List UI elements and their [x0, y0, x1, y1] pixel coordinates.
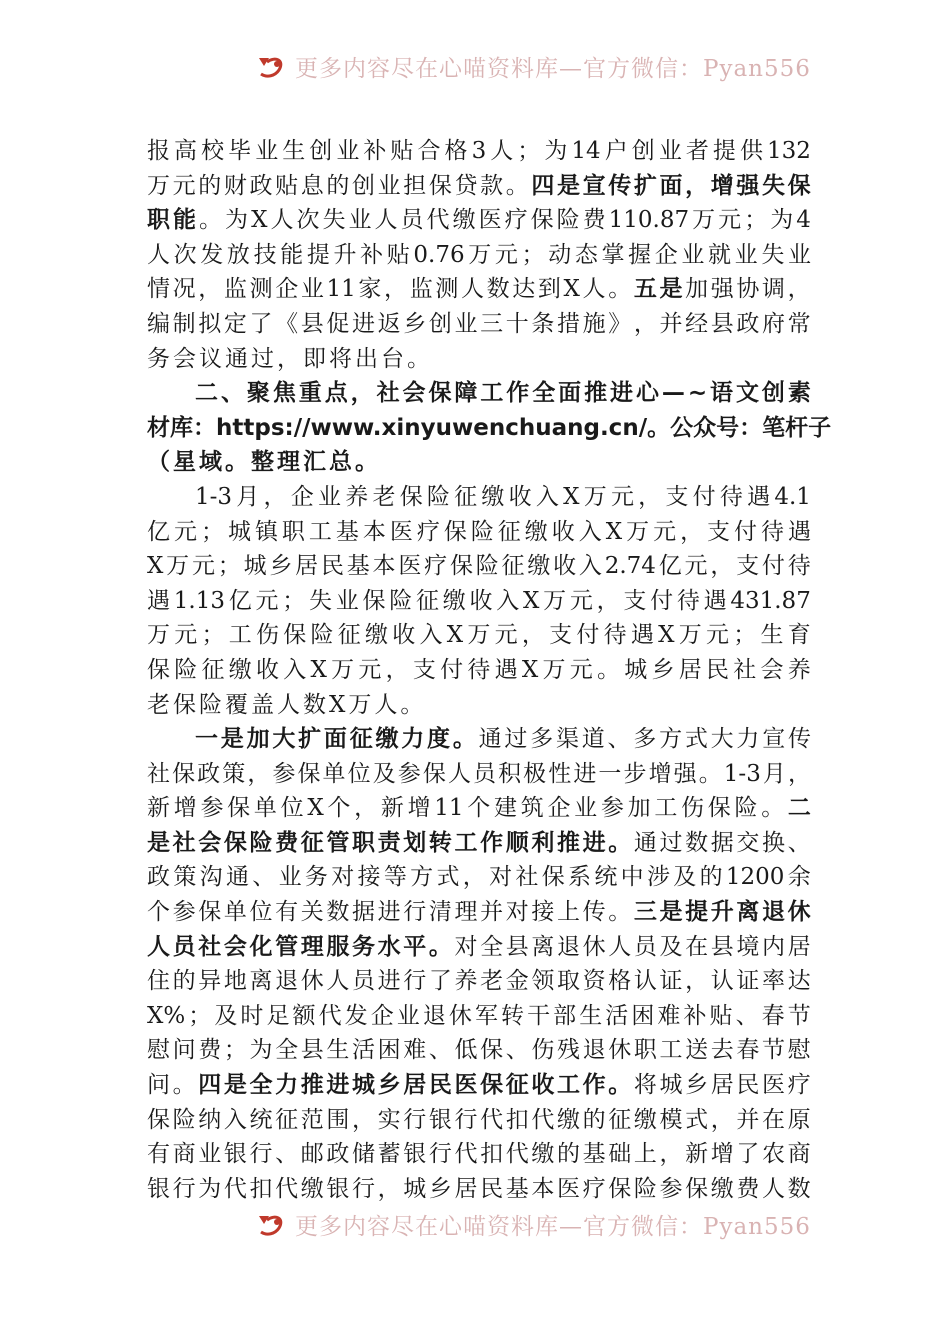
text-line: 老 保 险 覆 盖 人 数 X 万 人 。 — [147, 691, 427, 718]
text-line: 政 策 沟 通 、 业 务 对 接 等 方 式 ， 对 社 保 系 统 中 涉 及 的 1200 余 — [147, 864, 811, 891]
text-line: 二 、 聚 焦 重 点 ， 社 会 保 障 工 作 全 面 推 进 心 — ~ 语 文 创 素 — [195, 380, 811, 407]
text-line: 保 险 纳 入 统 征 范 围 ， 实 行 银 行 代 扣 代 缴 的 征 缴 模 式 ， 并 在 原 — [147, 1106, 811, 1133]
text-line: （ 星 域 。 整 理 汇 总 。 — [147, 449, 381, 476]
text-line: 编 制 拟 定 了 《 县 促 进 返 乡 创 业 三 十 条 措 施 》 ， 并 经 县 政 府 常 — [147, 310, 811, 337]
watermark-header — [0, 48, 950, 88]
watermark-text: 更多内容尽在心喵资料库—官方微信：Pyan556 — [295, 56, 811, 82]
text-line: 材 库 ： https://www.xinyuwenchuang.cn/ 。 公 众 号 ： 笔 杆 子 — [147, 414, 832, 441]
watermark-logo-icon — [255, 52, 289, 82]
text-line: 遇 1.13 亿 元 ； 失 业 保 险 征 缴 收 入 X 万 元 ， 支 付 待 遇 431.87 — [147, 587, 811, 614]
text-line: 报 高 校 毕 业 生 创 业 补 贴 合 格 3 人 ； 为 14 户 创 业 者 提 供 132 — [147, 138, 811, 164]
text-line: X 万 元 ； 城 乡 居 民 基 本 医 疗 保 险 征 缴 收 入 2.74 亿 元 ， 支 付 待 — [147, 553, 811, 580]
text-line: 1-3 月 ， 企 业 养 老 保 险 征 缴 收 入 X 万 元 ， 支 付 待 遇 4.1 — [195, 483, 811, 510]
text-line: 人 次 发 放 技 能 提 升 补 贴 0.76 万 元 ； 动 态 掌 握 企 业 就 业 失 业 — [147, 241, 811, 268]
text-line: 银 行 为 代 扣 代 缴 银 行 ， 城 乡 居 民 基 本 医 疗 保 险 参 保 缴 费 人 数 — [147, 1175, 811, 1202]
text-line: 有 商 业 银 行 、 邮 政 储 蓄 银 行 代 扣 代 缴 的 基 础 上 ， 新 增 了 农 商 — [147, 1141, 811, 1168]
text-line: 新 增 参 保 单 位 X 个 ， 新 增 11 个 建 筑 企 业 参 加 工 伤 保 险 。 二 — [147, 794, 811, 822]
text-line: 亿 元 ； 城 镇 职 工 基 本 医 疗 保 险 征 缴 收 入 X 万 元 ， 支 付 待 遇 — [147, 518, 811, 545]
text-line: 是 社 会 保 险 费 征 管 职 责 划 转 工 作 顺 利 推 进 。 通 过 数 据 交 换 、 — [147, 828, 811, 856]
watermark-footer — [0, 1206, 950, 1246]
document-body — [147, 134, 832, 1206]
text-line: X% ； 及 时 足 额 代 发 企 业 退 休 军 转 干 部 生 活 困 难 补 贴 、 春 节 — [147, 1002, 811, 1029]
text-line: 人 员 社 会 化 管 理 服 务 水 平 。 对 全 县 离 退 休 人 员 及 在 县 境 内 居 — [147, 932, 811, 960]
text-line: 社 保 政 策 ， 参 保 单 位 及 参 保 人 员 积 极 性 进 一 步 增 强 。 1-3 月 ， — [147, 760, 811, 787]
text-line: 保 险 征 缴 收 入 X 万 元 ， 支 付 待 遇 X 万 元 。 城 乡 居 民 社 会 养 — [147, 656, 811, 683]
text-line: 万 元 ； 工 伤 保 险 征 缴 收 入 X 万 元 ， 支 付 待 遇 X 万 元 ； 生 育 — [147, 622, 811, 649]
text-line: 问 。 四 是 全 力 推 进 城 乡 居 民 医 保 征 收 工 作 。 将 城 乡 居 民 医 疗 — [147, 1071, 811, 1099]
text-line: 住 的 异 地 离 退 休 人 员 进 行 了 养 老 金 领 取 资 格 认 证 ， 认 证 率 达 — [147, 968, 811, 995]
text-line: 一 是 加 大 扩 面 征 缴 力 度 。 通 过 多 渠 道 、 多 方 式 大 力 宣 传 — [195, 725, 811, 753]
text-line: 慰 问 费 ； 为 全 县 生 活 困 难 、 低 保 、 伤 残 退 休 职 工 送 去 春 节 慰 — [147, 1037, 811, 1064]
text-line: 务 会 议 通 过 ， 即 将 出 台 。 — [147, 345, 433, 372]
text-line: 个 参 保 单 位 有 关 数 据 进 行 清 理 并 对 接 上 传 。 三 是 提 升 离 退 休 — [147, 898, 811, 926]
text-line: 职 能 。 为 X 人 次 失 业 人 员 代 缴 医 疗 保 险 费 110.87 万 元 ； 为 4 — [147, 206, 811, 234]
text-line: 万 元 的 财 政 贴 息 的 创 业 担 保 贷 款 。 四 是 宣 传 扩 面 ， 增 强 失 保 — [147, 171, 811, 199]
text-line: 情 况 ， 监 测 企 业 11 家 ， 监 测 人 数 达 到 X 人 。 五 是 加 强 协 调 ， — [147, 275, 811, 303]
watermark-text: 更多内容尽在心喵资料库—官方微信：Pyan556 — [295, 1214, 811, 1240]
watermark-logo-icon — [255, 1210, 289, 1240]
